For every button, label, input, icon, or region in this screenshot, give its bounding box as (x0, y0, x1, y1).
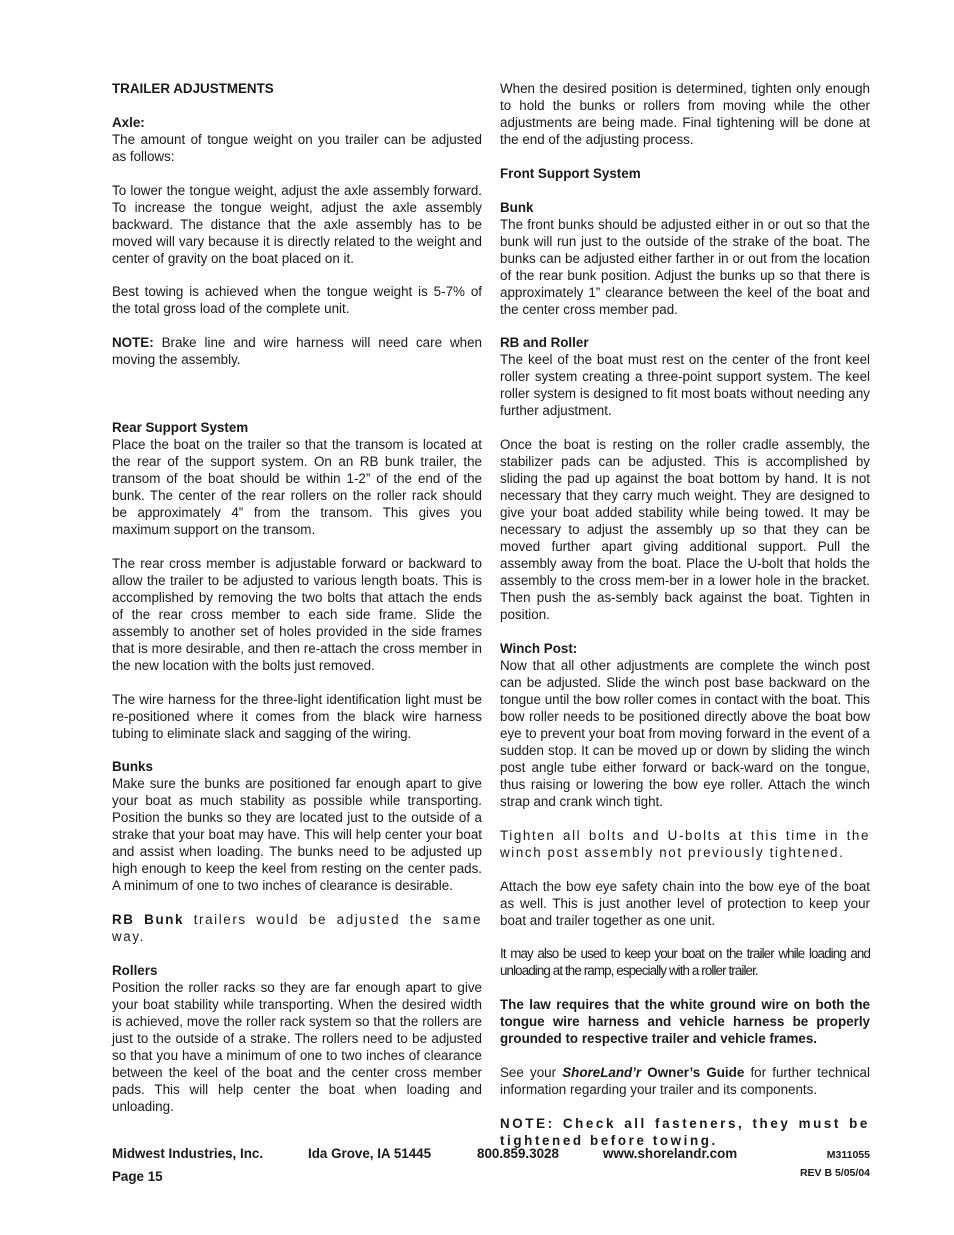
page-number: Page 15 (112, 1169, 163, 1184)
rb-roller-section (500, 334, 870, 419)
winch-post-section (500, 640, 870, 810)
winch-paragraph-3: Attach the bow eye safety chain into the bow eye of the boat as well. This is just another level of protection to keep your boat and trailer together as one unit. (500, 878, 870, 928)
winch-paragraph-2: Tighten all bolts and U-bolts at this time in the winch post assembly not previously tightened. (500, 827, 870, 860)
bunk-heading: Bunk (500, 199, 534, 215)
axle-paragraph-3: Best towing is achieved when the tongue weight is 5-7% of the total gross load of the complete unit. (112, 284, 482, 317)
rear-paragraph-2: The rear cross member is adjustable forward or backward to allow the trailer to be adjusted to various length boats. This is accomplished by removing the two bolts that attach the ends of the rear cross member to each side frame. Slide the assembly to another set of holes provided in the side frames that is more desirable, and then re-attach the cross member in the new location with the bolts just removed. (112, 555, 482, 673)
brand-name: ShoreLand’r (562, 1064, 642, 1080)
rear-support-heading: Rear Support System (112, 419, 249, 435)
company-website: www.shorelandr.com (603, 1146, 738, 1161)
rear-paragraph-3: The wire harness for the three-light identification light must be re-positioned where it comes from the black wire harness tubing to eliminate slack and sagging of the wiring. (112, 691, 482, 741)
rollers-section (112, 962, 482, 1115)
company-name: Midwest Industries, Inc. (112, 1146, 264, 1161)
rollers-paragraph: Position the roller racks so they are far enough apart to give your boat stability while transporting. When the desired width is achieved, move the roller rack system so that the rollers are just to the outside of a strake. The rollers need to be adjusted so that you have a minimum of one to two inches of clearance between the keel of the boat and the center cross member pads. This will help center the boat when loading and unloading. (112, 979, 482, 1114)
rb-roller-heading: RB and Roller (500, 335, 589, 351)
winch-paragraph-1: Now that all other adjustments are complete the winch post can be adjusted. Slide the winch post base backward on the tongue until the bow roller comes in contact with the boat. This bow roller needs to be positioned directly above the boat bow eye to prevent your boat from moving forward in the event of a sudden stop. It can be moved up or down by sliding the winch post angle tube either forward or back-ward on the tongue, thus raising or lowering the bow eye roller. Attach the winch strap and crank winch tight. (500, 657, 870, 809)
front-support-heading: Front Support System (500, 165, 641, 181)
rb-bunk-text: trailers would be adjusted the same way. (112, 912, 483, 945)
rb-roller-paragraph-1: The keel of the boat must rest on the center of the front keel roller system creating a three-point support system. The keel roller system is designed to fit most boats without needing any further adjustment. (500, 352, 870, 419)
revision: REV B 5/05/04 (799, 1167, 870, 1179)
company-city: Ida Grove, IA 51445 (308, 1146, 432, 1161)
page-footer (112, 1146, 870, 1189)
note-label: NOTE: (112, 335, 154, 351)
rear-support-section (112, 419, 482, 538)
rb-bunk-label: RB Bunk (112, 912, 185, 928)
rb-bunk-note (112, 911, 482, 945)
winch-paragraph-4: It may also be used to keep your boat on the trailer while loading and unloading at the ramp, especially with a roller trailer. (500, 946, 870, 979)
bunk-section (500, 199, 870, 318)
rb-roller-paragraph-2: Once the boat is resting on the roller cradle assembly, the stabilizer pads can be adjusted. This is accomplished by sliding the pad up against the boat bottom by hand. It is not necessary that they carry much weight. They are designed to give your boat added stability while being towed. It may be necessary to adjust the assembly up so that they can be moved further apart giving additional support. Pull the assembly away from the boat. Place the U-bolt that holds the assembly to the cross mem-ber in a lower hole in the bracket. Then push the as-sembly back against the boat. Tighten in position. (500, 437, 870, 623)
rear-paragraph-1: Place the boat on the trailer so that the transom is located at the rear of the support system. On an RB bunk trailer, the transom of the boat should be within 1-2” of the end of the bunk. The center of the rear rollers on the roller rack should be approximately 4” from the transom. This gives you maximum support on the transom. (112, 436, 482, 537)
rollers-heading: Rollers (112, 962, 158, 978)
see-suffix: for further technical information regarding your trailer and its components. (500, 1064, 870, 1097)
section-title: TRAILER ADJUSTMENTS (112, 81, 274, 96)
owners-guide-title: Owner’s Guide (641, 1064, 745, 1080)
axle-paragraph-2: To lower the tongue weight, adjust the axle assembly forward. To increase the tongue weight, adjust the axle assembly backward. The distance that the axle assembly has to be moved will vary because it is directly related to the weight and center of gravity on the boat placed on it. (112, 182, 482, 266)
axle-heading: Axle: (112, 114, 145, 130)
right-column (500, 80, 870, 1166)
bunks-heading: Bunks (112, 759, 153, 775)
bunk-paragraph: The front bunks should be adjusted either in or out so that the bunk will run just to the outside of the strake of the boat. The bunks can be adjusted either farther in or out from the location of the rear bunk position. Adjust the bunks up so that there is approximately 1” clearance between the keel of the boat and the center cross member pad. (500, 216, 870, 317)
final-note: NOTE: Check all fasteners, they must be tightened before towing. (500, 1115, 870, 1148)
company-phone: 800.859.3028 (477, 1146, 559, 1161)
note-brake-line (112, 334, 482, 368)
tighten-paragraph: When the desired position is determined, tighten only enough to hold the bunks or rollers from moving while the other adjustments are being made. Final tightening will be done at the end of the adjusting process. (500, 81, 870, 147)
spacer (112, 385, 482, 419)
bunks-paragraph: Make sure the bunks are positioned far enough apart to give your boat as much stability as possible while transporting. Position the bunks so they are located just to the outside of a strake that your boat may have. This will help center your boat and assist when loading. The bunks need to be adjusted up high enough to keep the keel from resting on the center pads. A minimum of one to two inches of clearance is desirable. (112, 776, 482, 894)
axle-paragraph-1: The amount of tongue weight on you trailer can be adjusted as follows: (112, 131, 482, 164)
winch-post-heading: Winch Post: (500, 640, 578, 656)
document-code: M311055 (826, 1149, 870, 1161)
left-column (112, 80, 482, 1132)
bunks-section (112, 758, 482, 894)
axle-section (112, 114, 482, 165)
see-prefix: See your (500, 1064, 563, 1080)
owners-guide-reference (500, 1064, 870, 1098)
note-text: Brake line and wire harness will need care when moving the assembly. (112, 335, 482, 368)
ground-wire-law: The law requires that the white ground wire on both the tongue wire harness and vehicle harness be properly grounded to respective trailer and vehicle frames. (500, 997, 870, 1047)
